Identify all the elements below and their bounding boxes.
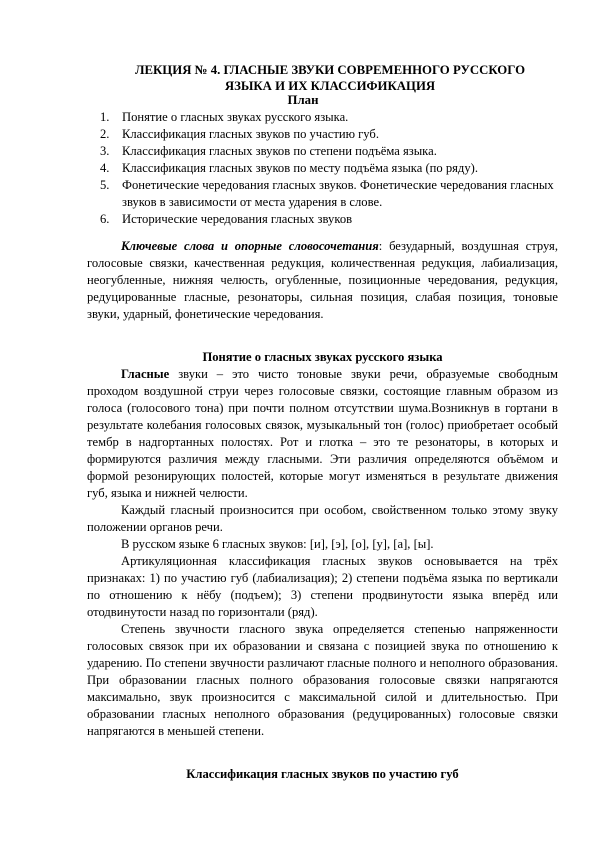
term-vowels: Гласные [121,367,170,381]
paragraph-vowel-count: В русском языке 6 гласных звуков: [и], [э], [о], [у], [а], [ы]. [121,537,434,551]
paragraph-sonority: Степень звучности гласного звука определяется степенью напряженности голосовых связок при их образовании и связана с позицией звука по отношению к ударению. По степени звучности различают гласные полного и неполного образования. При образовании гласных полного образования голосовые связки напрягаются максимально, звук произносится с максимальной силой и длительностью. При образовании гласных неполного образования (редуцированных) голосовые связки напрягаются в меньшей степени. [87,622,558,738]
plan-list [100,109,560,228]
title-line-1: ЛЕКЦИЯ № 4. ГЛАСНЫЕ ЗВУКИ СОВРЕМЕННОГО РУССКОГО [134,63,526,77]
paragraph-classification: Артикуляционная классификация гласных звуков основывается на трёх признаках: 1) по участию губ (лабиализация); 2) степени подъёма языка по вертикали по отношению к нёбу (подъем); 3) степени продвинутости языка вперёд или отодвинутости назад по горизонтали (ряд). [87,554,558,619]
paragraph-definition: Гласные звуки – это чисто тоновые звуки речи, образуемые свободным проходом воздушной струи через голосовые связки, состоящие главным образом из голоса (голосового тона) при почти полном отсутствии шума.Возникнув в гортани в результате колебания голосовых связок, музыкальный тон (голос) приобретает особый тембр в надгортанных полостях. Рот и глотка – это те резонаторы, в которых и формируются различия между гласными. Эти различия определяются объёмом и формой резонирующих полостей, которые могут изменяться в результате движения губ, языка и нижней челюсти. [87,367,558,500]
paragraph-articulation: Каждый гласный произносится при особом, свойственном только этому звуку положении органов речи. [87,503,558,534]
plan-heading: План [287,93,319,107]
plan-item: 3. Классификация гласных звуков по степени подъёма языка. [100,144,437,158]
plan-item: 6. Исторические чередования гласных звуков [100,212,353,226]
section-body [87,366,558,740]
plan-item: 1. Понятие о гласных звуках русского языка. [100,110,349,124]
keywords-paragraph [87,238,558,323]
title-line-2: ЯЗЫКА И ИХ КЛАССИФИКАЦИЯ [224,79,436,93]
plan-item: 4. Классификация гласных звуков по месту подъёма языка (по ряду). [100,161,478,175]
section-heading-lips: Классификация гласных звуков по участию губ [186,767,459,781]
keywords-label: Ключевые слова и опорные словосочетания [121,239,379,253]
section-heading-vowels: Понятие о гласных звуках русского языка [202,350,443,364]
plan-item: 5. Фонетические чередования гласных звуков. Фонетические чередования гласных звуков в зависимости от места ударения в слове. [100,178,554,209]
keywords-text: : безударный, воздушная струя, голосовые связки, качественная редукция, количественная редукция, лабиализация, неогубленные, нижняя челюсть, огубленные, позиционные чередования, редукция, редуцированные гласные, резонаторы, сильная позиция, слабая позиция, тоновые звуки, ударный, фонетические чередования. [87,239,558,321]
plan-item: 2. Классификация гласных звуков по участию губ. [100,127,379,141]
lecture-title [60,62,596,94]
